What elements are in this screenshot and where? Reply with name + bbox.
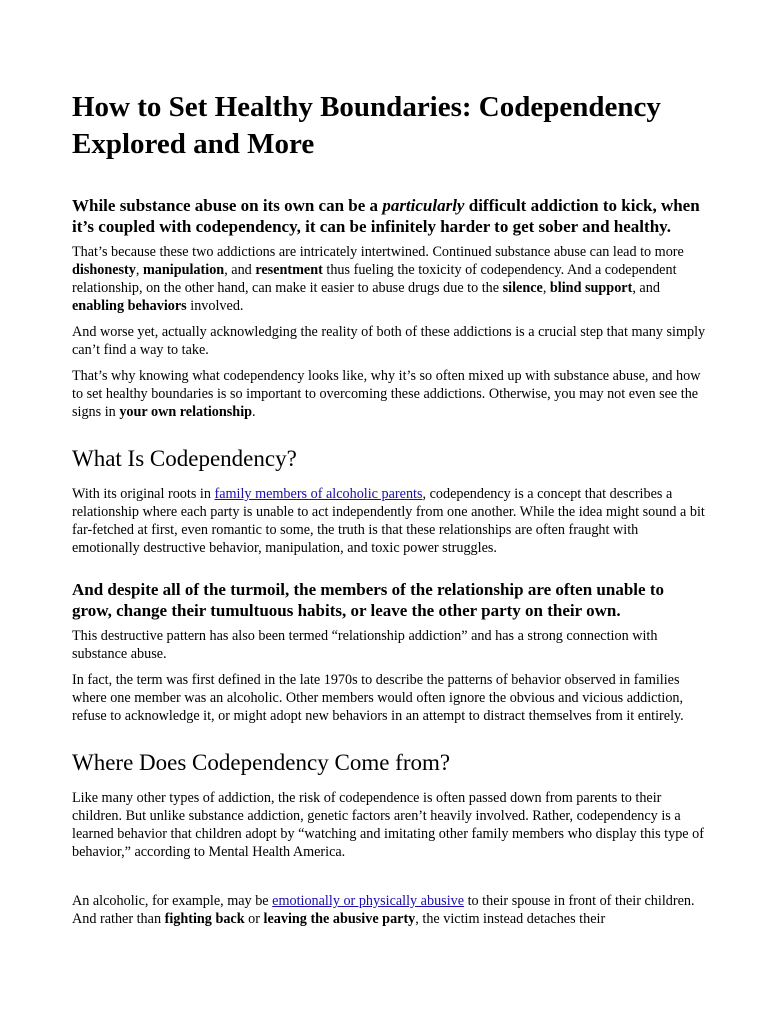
section2-paragraph-2 [72, 892, 708, 928]
bold-fighting-back: fighting back [164, 911, 245, 927]
link-emotionally-or-physically-abusive[interactable]: emotionally or physically abusive [272, 893, 465, 909]
intro-paragraph-3 [72, 367, 708, 421]
text-run: , and [632, 280, 660, 296]
section1-paragraph-3: In fact, the term was first defined in the late 1970s to describe the patterns of behavior observed in families where one member was an alcoholic. Other members would often ignore the obvious and vicious addiction, refuse to acknowledge it, or might adopt new behaviors in an attempt to distract themselves from it entirely. [72, 672, 684, 724]
intro-paragraph-2: And worse yet, actually acknowledging the reality of both of these addictions is a crucial step that many simply can’t find a way to take. [72, 324, 706, 358]
link-family-members-of-alcoholic-parents[interactable]: family members of alcoholic parents [214, 486, 423, 502]
bold-silence: silence [502, 280, 543, 296]
text-run: , codependency is a concept that describes a relationship where each party is unable to act independently from one another. While the idea might sound a bit far-fetched at first, even romantic to some, the truth is that these relationships are often fraught with emotionally destructive behavior, manipulation, and toxic power struggles. [72, 486, 705, 556]
bold-your-own-relationship: your own relationship [119, 404, 253, 420]
text-run: involved. [186, 298, 244, 314]
text-run: to their spouse in front of their children. And rather than [72, 893, 695, 927]
section-heading-what-is-codependency: What Is Codependency? [72, 446, 297, 471]
intro-lead-text: While substance abuse on its own can be a [72, 196, 383, 215]
bold-dishonesty: dishonesty [72, 262, 136, 278]
text-run: thus fueling the toxicity of codependency. And a codependent relationship, on the other hand, can make it easier to abuse drugs due to the [72, 262, 677, 296]
bold-leaving-the-abusive-party: leaving the abusive party [263, 911, 416, 927]
text-run: , the victim instead detaches their [415, 911, 606, 927]
bold-resentment: resentment [255, 262, 323, 278]
section1-subheading: And despite all of the turmoil, the members of the relationship are often unable to grow, change their tumultuous habits, or leave the other party on their own. [72, 580, 664, 620]
section2-paragraph-1: Like many other types of addiction, the risk of codependence is often passed down from parents to their children. But unlike substance addiction, genetic factors aren’t heavily involved. Rather, codependency is a learned behavior that children adopt by “watching and imitating other family members who display this type of behavior,” according to Mental Health America. [72, 790, 704, 860]
bold-enabling-behaviors: enabling behaviors [72, 298, 187, 314]
intro-paragraph-1 [72, 243, 708, 315]
section1-paragraph-2: This destructive pattern has also been termed “relationship addiction” and has a strong connection with substance abuse. [72, 628, 658, 662]
intro-lead-text-2: difficult addiction to kick, when it’s coupled with codependency, it can be infinitely harder to get sober and healthy. [72, 196, 700, 236]
text-run: , [135, 262, 143, 278]
bold-manipulation: manipulation [142, 262, 225, 278]
text-run: With its original roots in [72, 486, 215, 502]
intro-lead-emphasis: particularly [382, 196, 465, 215]
text-run: That’s because these two addictions are intricately intertwined. Continued substance abuse can lead to more [72, 244, 684, 260]
text-run: That’s why knowing what codependency looks like, why it’s so often mixed up with substance abuse, and how to set healthy boundaries is so important to overcoming these addictions. Otherwise, you may not even see the signs in [72, 368, 701, 420]
text-run: , [542, 280, 550, 296]
text-run: , and [224, 262, 256, 278]
page-title: How to Set Healthy Boundaries: Codependency Explored and More [72, 91, 661, 160]
bold-blind-support: blind support [549, 280, 633, 296]
intro-lead [72, 195, 708, 237]
text-run: An alcoholic, for example, may be [72, 893, 273, 909]
section1-paragraph-1 [72, 485, 708, 557]
text-run: or [244, 911, 264, 927]
text-run: . [252, 404, 256, 420]
section-heading-where-does-codependency-come-from: Where Does Codependency Come from? [72, 750, 451, 775]
